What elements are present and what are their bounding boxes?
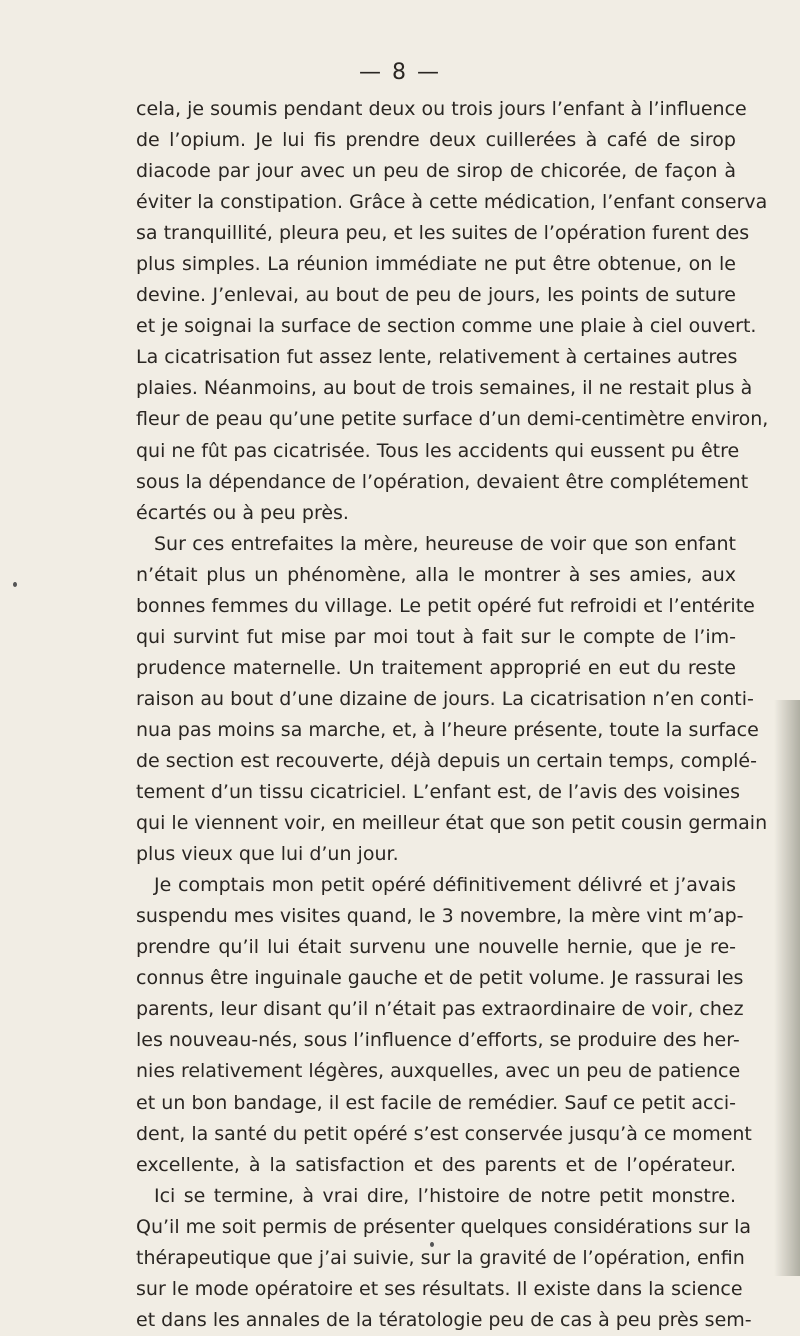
page-edge-shadow [774, 700, 800, 1276]
text-line: sur le mode opératoire et ses résultats. Il existe dans la science [136, 1277, 743, 1300]
text-line: et je soignai la surface de section comme une plaie à ciel ouvert. [136, 315, 757, 338]
text-line: bonnes femmes du village. Le petit opéré fut refroidi et l’entérite [136, 594, 755, 617]
text-line: Sur ces entrefaites la mère, heureuse de voir que son enfant [154, 532, 736, 555]
text-line: de section est recouverte, déjà depuis un certain temps, complé- [136, 749, 757, 772]
text-line: excellente, à la satisfaction et des parents et de l’opérateur. [136, 1153, 736, 1176]
text-line: fleur de peau qu’une petite surface d’un demi-centimètre environ, [136, 408, 769, 431]
text-line: de l’opium. Je lui fis prendre deux cuillerées à café de sirop [136, 129, 736, 152]
text-line: dent, la santé du petit opéré s’est conservée jusqu’à ce moment [136, 1122, 752, 1145]
ink-speck [430, 1242, 434, 1247]
text-line: prendre qu’il lui était survenu une nouvelle hernie, que je re- [136, 936, 736, 959]
text-line: les nouveau-nés, sous l’influence d’efforts, se produire des her- [136, 1029, 740, 1052]
text-line: suspendu mes visites quand, le 3 novembre, la mère vint m’ap- [136, 905, 744, 928]
text-line: qui ne fût pas cicatrisée. Tous les accidents qui eussent pu être [136, 439, 740, 462]
text-line: connus être inguinale gauche et de petit volume. Je rassurai les [136, 967, 744, 990]
ink-speck [13, 582, 17, 587]
page-number: — 8 — [359, 60, 441, 85]
text-line: raison au bout d’une dizaine de jours. La cicatrisation n’en conti- [136, 687, 754, 710]
text-line: prudence maternelle. Un traitement approprié en eut du reste [136, 656, 736, 679]
text-line: n’était plus un phénomène, alla le montrer à ses amies, aux [136, 563, 736, 586]
text-line: plus vieux que lui d’un jour. [136, 843, 399, 866]
text-line: écartés ou à peu près. [136, 501, 349, 524]
text-line: Qu’il me soit permis de présenter quelques considérations sur la [136, 1215, 752, 1238]
text-line: Ici se termine, à vrai dire, l’histoire de notre petit monstre. [154, 1184, 736, 1207]
text-line: qui survint fut mise par moi tout à fait sur le compte de l’im- [136, 625, 736, 648]
text-line: et dans les annales de la tératologie peu de cas à peu près sem- [136, 1308, 752, 1331]
text-line: devine. J’enlevai, au bout de peu de jours, les points de suture [136, 284, 736, 307]
text-line: qui le viennent voir, en meilleur état que son petit cousin germain [136, 812, 768, 835]
text-line: nua pas moins sa marche, et, à l’heure présente, toute la surface [136, 718, 759, 741]
text-line: La cicatrisation fut assez lente, relativement à certaines autres [136, 346, 738, 369]
text-line: parents, leur disant qu’il n’était pas extraordinaire de voir, chez [136, 998, 744, 1021]
text-line: et un bon bandage, il est facile de remédier. Sauf ce petit acci- [136, 1091, 736, 1114]
body-text [136, 94, 769, 1336]
text-line: plaies. Néanmoins, au bout de trois semaines, il ne restait plus à [136, 377, 753, 400]
text-line: Je comptais mon petit opéré définitivement délivré et j’avais [154, 874, 736, 897]
text-line: cela, je soumis pendant deux ou trois jours l’enfant à l’influence [136, 98, 747, 120]
text-line: nies relativement légères, auxquelles, avec un peu de patience [136, 1060, 741, 1083]
text-line: tement d’un tissu cicatriciel. L’enfant est, de l’avis des voisines [136, 781, 741, 804]
text-line: éviter la constipation. Grâce à cette médication, l’enfant conserva [136, 191, 768, 214]
text-line: sous la dépendance de l’opération, devaient être complétement [136, 470, 749, 493]
text-line: plus simples. La réunion immédiate ne put être obtenue, on le [136, 253, 736, 276]
text-line: sa tranquillité, pleura peu, et les suites de l’opération furent des [136, 222, 750, 245]
text-line: thérapeutique que j’ai suivie, sur la gravité de l’opération, enfin [136, 1246, 745, 1269]
text-line: diacode par jour avec un peu de sirop de chicorée, de façon à [136, 160, 736, 183]
